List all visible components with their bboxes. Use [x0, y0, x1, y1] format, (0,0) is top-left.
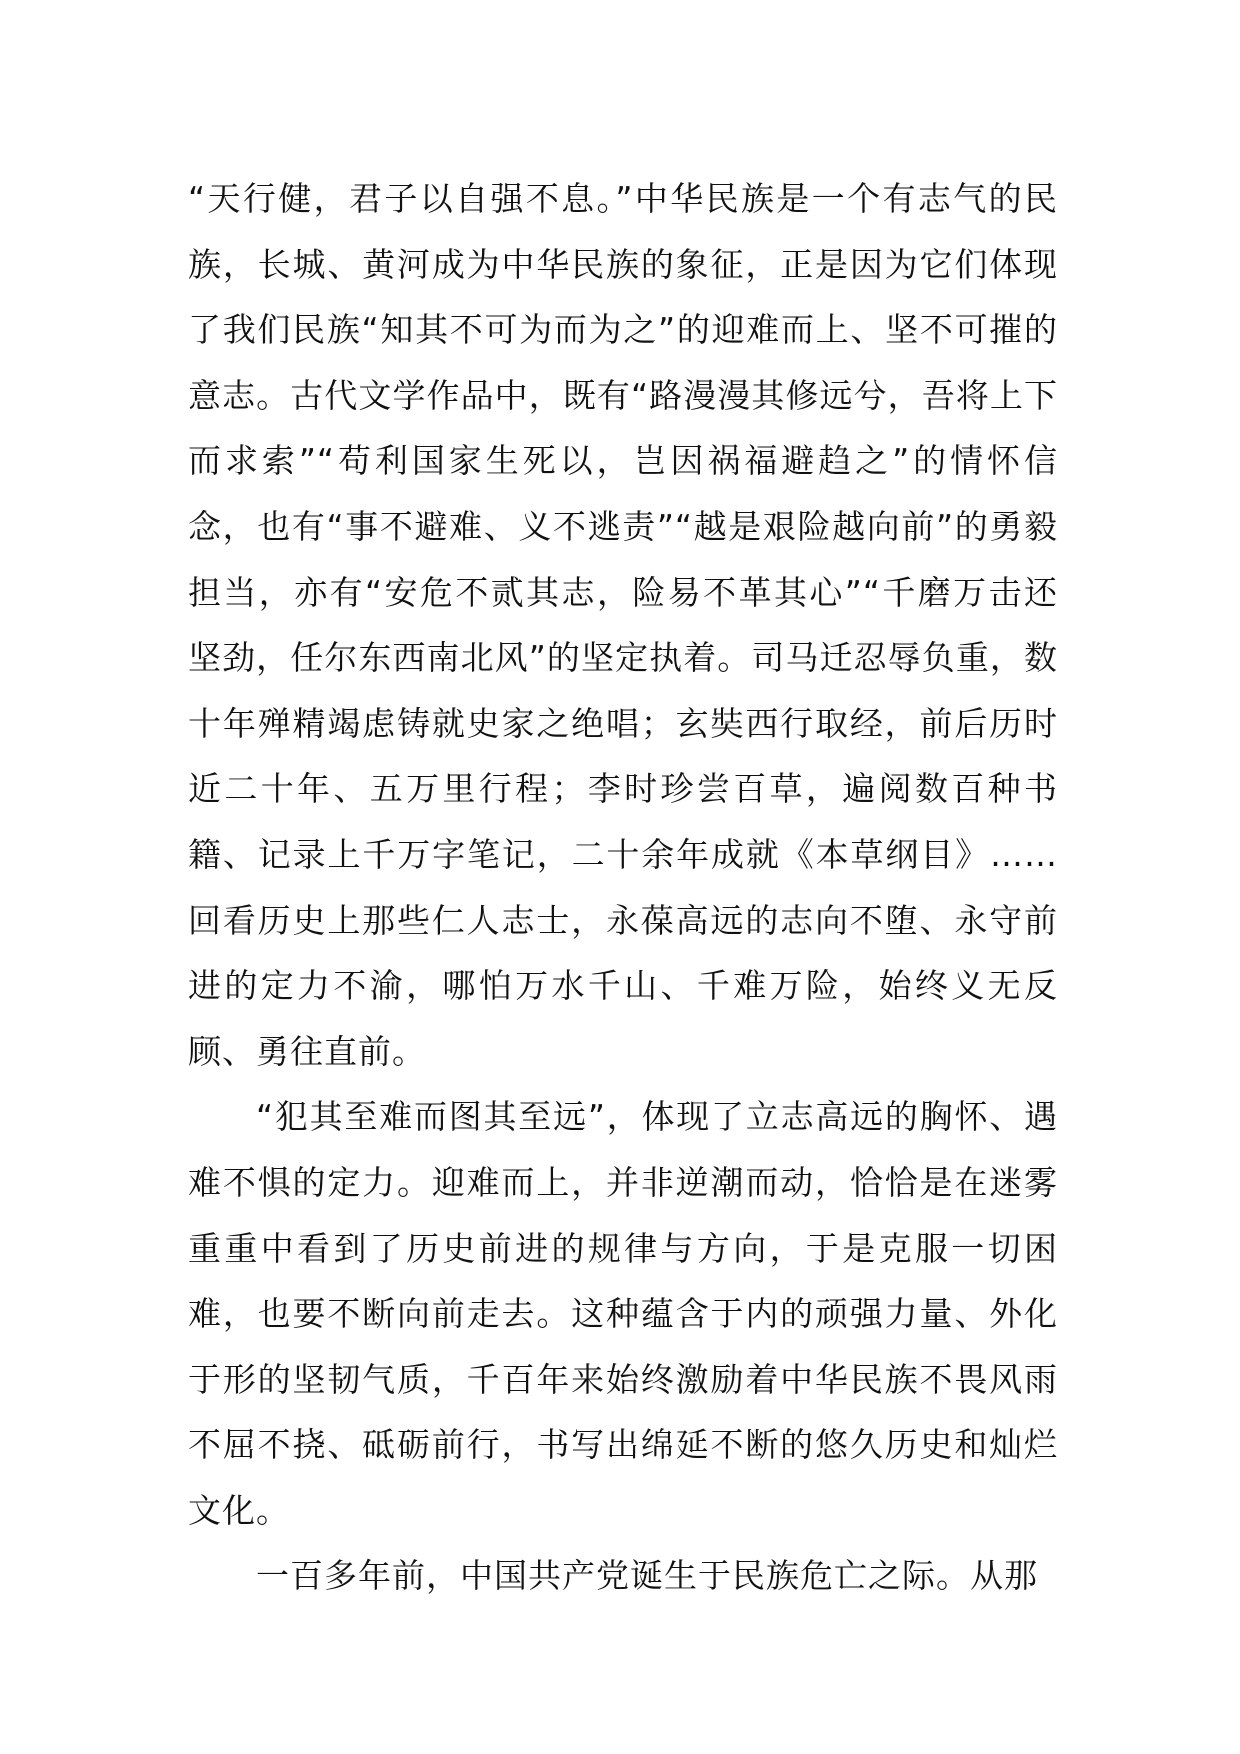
- paragraph-1: “天行健，君子以自强不息。”中华民族是一个有志气的民族，长城、黄河成为中华民族的象征，正是因为它们体现了我们民族“知其不可为而为之”的迎难而上、坚不可摧的意志。古代文学作品中，既有“路漫漫其修远兮，吾将上下而求索”“苟利国家生死以，岂因祸福避趋之”的情怀信念，也有“事不避难、义不逃责”“越是艰险越向前”的勇毅担当，亦有“安危不贰其志，险易不革其心”“千磨万击还坚劲，任尔东西南北风”的坚定执着。司马迁忍辱负重，数十年殚精竭虑铸就史家之绝唱；玄奘西行取经，前后历时近二十年、五万里行程；李时珍尝百草，遍阅数百种书籍、记录上千万字笔记，二十余年成就《本草纲目》……回看历史上那些仁人志士，永葆高远的志向不堕、永守前进的定力不渝，哪怕万水千山、千难万险，始终义无反顾、勇往直前。: [188, 179, 1058, 1071]
- paragraph-3: 一百多年前，中国共产党诞生于民族危亡之际。从那: [256, 1556, 1038, 1596]
- paragraph-2: “犯其至难而图其至远”，体现了立志高远的胸怀、遇难不惧的定力。迎难而上，并非逆潮而动，恰恰是在迷雾重重中看到了历史前进的规律与方向，于是克服一切困难，也要不断向前走去。这种蕴含于内的顽强力量、外化于形的坚韧气质，千百年来始终激励着中华民族不畏风雨不屈不挠、砥砺前行，书写出绵延不断的悠久历史和灿烂文化。: [188, 1097, 1058, 1530]
- body-text: [188, 166, 1058, 1609]
